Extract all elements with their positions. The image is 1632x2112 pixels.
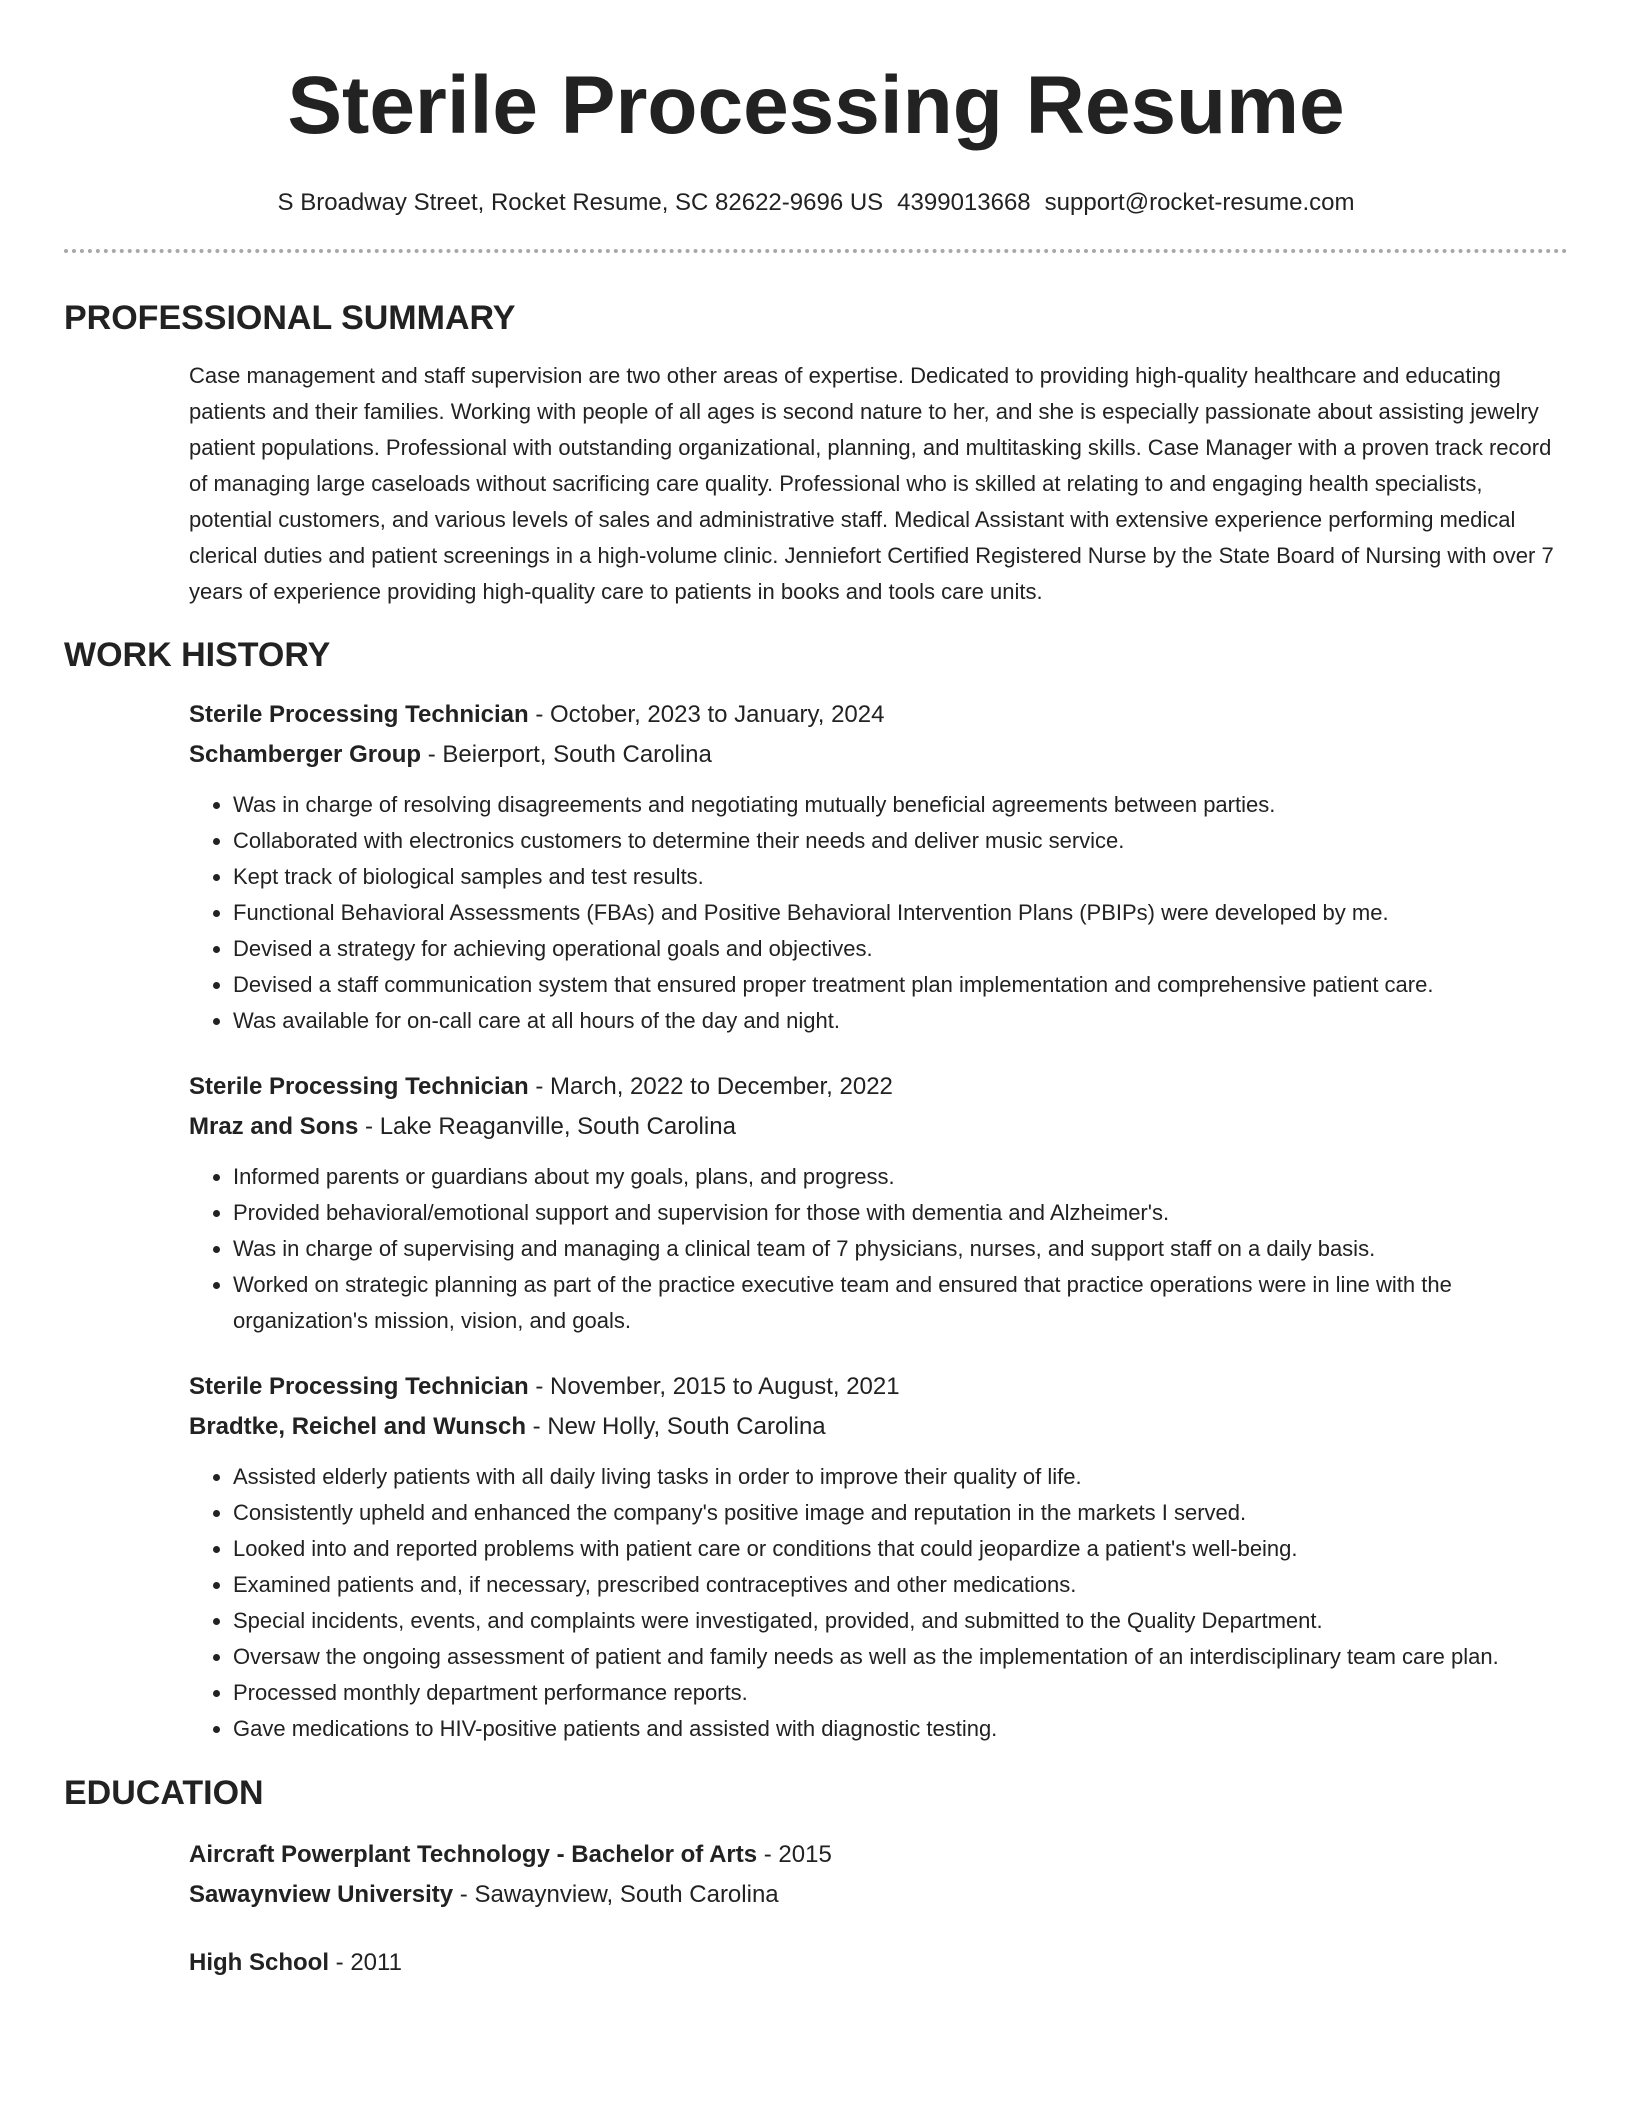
job-dates: - October, 2023 to January, 2024 <box>528 701 885 728</box>
degree-name: High School <box>189 1949 329 1976</box>
contact-line <box>64 187 1568 219</box>
job-bullet: • Consistently upheld and enhanced the company's positive image and reputation in the markets I served. <box>233 1495 1568 1531</box>
degree-year: - 2011 <box>329 1949 402 1976</box>
job-bullet: • Collaborated with electronics customers to determine their needs and deliver music service. <box>233 823 1568 859</box>
employer-name: Schamberger Group <box>189 741 422 768</box>
job-bullet: • Was available for on-call care at all hours of the day and night. <box>233 1003 1568 1039</box>
header-divider <box>64 249 1568 253</box>
job-bullet: • Kept track of biological samples and test results. <box>233 859 1568 895</box>
school-name: Sawaynview University <box>189 1881 454 1908</box>
school-location: - Sawaynview, South Carolina <box>453 1881 779 1908</box>
education-entry <box>189 1835 1568 1915</box>
employer-line <box>189 735 1568 775</box>
page-title: Sterile Processing Resume <box>287 60 1345 151</box>
job-bullet: • Special incidents, events, and complaints were investigated, provided, and submitted to the Quality Department. <box>233 1603 1568 1639</box>
contact-email: support@rocket-resume.com <box>1044 189 1355 216</box>
job-entry <box>189 1367 1568 1747</box>
job-bullet: • Devised a staff communication system that ensured proper treatment plan implementation and comprehensive patient care. <box>233 967 1568 1003</box>
contact-phone: 4399013668 <box>897 189 1031 216</box>
employer-line <box>189 1407 1568 1447</box>
summary-text: Case management and staff supervision are two other areas of expertise. Dedicated to providing high-quality healthcare and educating patients and their families. Working with people of all ages is second nature to her, and she is especially passionate about assisting jewelry patient populations. Professional with outstanding organizational, planning, and multitasking skills. Case Manager with a proven track record of managing large caseloads without sacrificing care quality. Professional who is skilled at relating to and engaging health specialists, potential customers, and various levels of sales and administrative staff. Medical Assistant with extensive experience performing medical clerical duties and patient screenings in a high-volume clinic. Jenniefort Certified Registered Nurse by the State Board of Nursing with over 7 years of experience providing high-quality care to patients in books and tools care units. <box>189 363 1554 604</box>
job-bullet: • Worked on strategic planning as part of the practice executive team and ensured that practice operations were in line with the organization's mission, vision, and goals. <box>233 1267 1568 1339</box>
job-dates: - March, 2022 to December, 2022 <box>528 1073 893 1100</box>
job-bullet: • Assisted elderly patients with all daily living tasks in order to improve their quality of life. <box>233 1459 1568 1495</box>
contact-address: S Broadway Street, Rocket Resume, SC 82622-9696 US <box>277 189 884 216</box>
employer-location: - New Holly, South Carolina <box>525 1413 826 1440</box>
employer-name: Bradtke, Reichel and Wunsch <box>189 1413 526 1440</box>
job-bullet: • Was in charge of resolving disagreements and negotiating mutually beneficial agreements between parties. <box>233 787 1568 823</box>
work-history-heading: WORK HISTORY <box>64 636 331 674</box>
job-bullet: • Examined patients and, if necessary, prescribed contraceptives and other medications. <box>233 1567 1568 1603</box>
degree-line <box>189 1835 1568 1875</box>
job-title-line <box>189 1367 1568 1407</box>
employer-name: Mraz and Sons <box>189 1113 359 1140</box>
job-bullet: • Oversaw the ongoing assessment of patient and family needs as well as the implementation of an interdisciplinary team care plan. <box>233 1639 1568 1675</box>
school-line <box>189 1875 1568 1915</box>
job-title-line <box>189 1067 1568 1107</box>
employer-line <box>189 1107 1568 1147</box>
job-bullets <box>233 1459 1568 1747</box>
job-entry <box>189 1067 1568 1339</box>
summary-heading: PROFESSIONAL SUMMARY <box>64 299 516 337</box>
resume-page <box>64 0 1568 2112</box>
job-entry <box>189 695 1568 1039</box>
employer-location: - Lake Reaganville, South Carolina <box>358 1113 736 1140</box>
job-dates: - November, 2015 to August, 2021 <box>528 1373 900 1400</box>
education-heading: EDUCATION <box>64 1774 264 1812</box>
job-bullet: • Provided behavioral/emotional support and supervision for those with dementia and Alzheimer's. <box>233 1195 1568 1231</box>
job-title: Sterile Processing Technician <box>189 701 529 728</box>
degree-year: - 2015 <box>757 1841 832 1868</box>
job-bullets <box>233 1159 1568 1339</box>
job-bullets <box>233 787 1568 1039</box>
degree-name: Aircraft Powerplant Technology - Bachelor of Arts <box>189 1841 758 1868</box>
job-title-line <box>189 695 1568 735</box>
job-bullet: • Devised a strategy for achieving operational goals and objectives. <box>233 931 1568 967</box>
job-title: Sterile Processing Technician <box>189 1073 529 1100</box>
job-bullet: • Informed parents or guardians about my goals, plans, and progress. <box>233 1159 1568 1195</box>
employer-location: - Beierport, South Carolina <box>421 741 712 768</box>
education-entry <box>189 1943 1568 1983</box>
job-bullet: • Looked into and reported problems with patient care or conditions that could jeopardize a patient's well-being. <box>233 1531 1568 1567</box>
degree-line <box>189 1943 1568 1983</box>
job-bullet: • Processed monthly department performance reports. <box>233 1675 1568 1711</box>
job-bullet: • Gave medications to HIV-positive patients and assisted with diagnostic testing. <box>233 1711 1568 1747</box>
job-bullet: • Functional Behavioral Assessments (FBAs) and Positive Behavioral Intervention Plans (PBIPs) were developed by me. <box>233 895 1568 931</box>
job-bullet: • Was in charge of supervising and managing a clinical team of 7 physicians, nurses, and support staff on a daily basis. <box>233 1231 1568 1267</box>
job-title: Sterile Processing Technician <box>189 1373 529 1400</box>
